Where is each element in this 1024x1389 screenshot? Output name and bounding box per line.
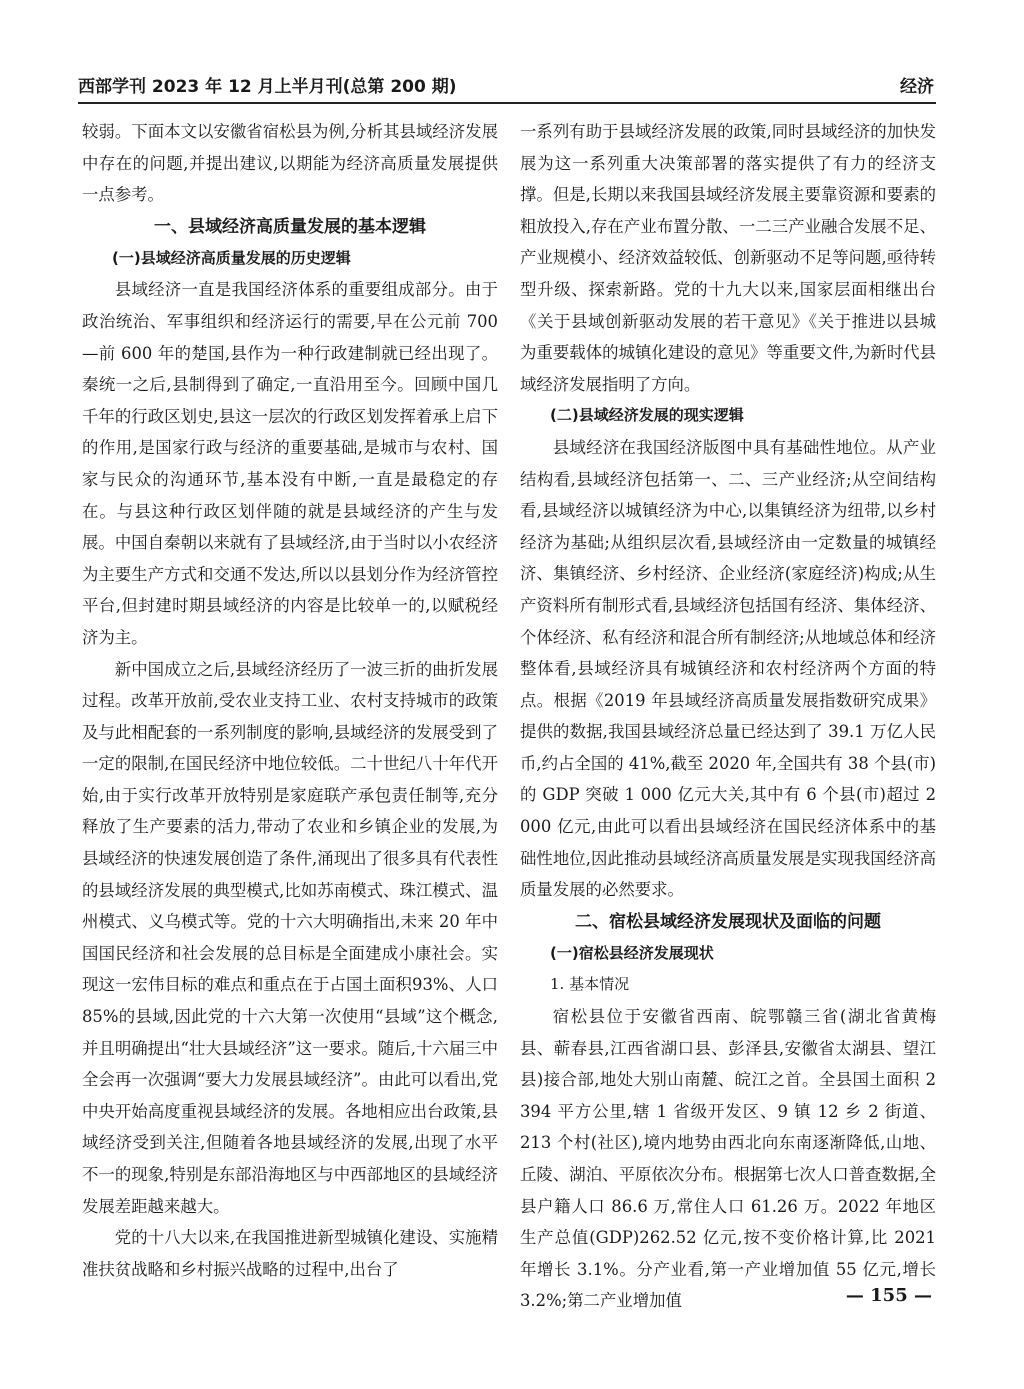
right-column (520, 116, 936, 1317)
right-paragraph-2: 宿松县位于安徽省西南、皖鄂赣三省(湖北省黄梅县、蕲春县,江西省湖口县、彭泽县,安徽省太湖县、望江县)接合部,地处大别山南麓、皖江之首。全县国土面积 2 394 平方公里,辖 1 省级开发区、9 镇 12 乡 2 街道、213 个村(社区),境内地势由西北向东南逐渐降低,山地、丘陵、湖泊、平原依次分布。根据第七次人口普查数据,全县户籍人口 86.6 万,常住人口 61.26 万。2022 年地区生产总值(GDP)262.52 亿元,按不变价格计算,比 2021 年增长 3.1%。分产业看,第一产业增加值 55 亿元,增长 3.2%;第二产业增加值 (520, 1007, 936, 1311)
section-heading-1: 一、县域经济高质量发展的基本逻辑 (154, 216, 426, 237)
subsection-heading-2-1: (一)宿松县经济发展现状 (550, 943, 714, 962)
subsection-heading-1-1: (一)县域经济高质量发展的历史逻辑 (112, 248, 351, 267)
left-paragraph-0: 较弱。下面本文以安徽省宿松县为例,分析其县域经济发展中存在的问题,并提出建议,以期能为经济高质量发展提供一点参考。 (82, 122, 498, 205)
journal-title: 西部学刊 2023 年 12 月上半月刊(总第 200 期) (78, 77, 457, 97)
right-paragraph-0: 一系列有助于县域经济发展的政策,同时县域经济的加快发展为这一系列重大决策部署的落实提供了有力的经济支撑。但是,长期以来我国县域经济发展主要靠资源和要素的粗放投入,存在产业布置分散、一二三产业融合发展不足、产业规模小、经济效益较低、创新驱动不足等问题,亟待转型升级、探索新路。党的十九大以来,国家层面相继出台《关于县域创新驱动发展的若干意见》《关于推进以县城为重要载体的城镇化建设的意见》等重要文件,为新时代县域经济发展指明了方向。 (520, 122, 936, 394)
subsection-heading-1-2: (二)县域经济发展的现实逻辑 (550, 406, 744, 425)
numbered-heading-basic-info: 1. 基本情况 (550, 975, 630, 994)
running-header (78, 70, 936, 104)
left-paragraph-1: 县域经济一直是我国经济体系的重要组成部分。由于政治统治、军事组织和经济运行的需要,早在公元前 700—前 600 年的楚国,县作为一种行政建制就已经出现了。秦统一之后,县制得到了确定,一直沿用至今。回顾中国几千年的行政区划史,县这一层次的行政区划发挥着承上启下的作用,是国家行政与经济的重要基础,是城市与农村、国家与民众的沟通环节,基本没有中断,一直是最稳定的存在。与县这种行政区划伴随的就是县域经济的产生与发展。中国自秦朝以来就有了县域经济,由于当时以小农经济为主要生产方式和交通不发达,所以以县划分作为经济管控平台,但封建时期县域经济的内容是比较单一的,以赋税经济为主。 (82, 280, 498, 647)
section-heading-2: 二、宿松县域经济发展现状及面临的问题 (575, 911, 881, 932)
page-number: — 155 — (845, 1285, 932, 1306)
left-column (82, 116, 498, 1285)
right-paragraph-1: 县域经济在我国经济版图中具有基础性地位。从产业结构看,县域经济包括第一、二、三产业经济;从空间结构看,县域经济以城镇经济为中心,以集镇经济为纽带,以乡村经济为基础;从组织层次看,县域经济由一定数量的城镇经济、集镇经济、乡村经济、企业经济(家庭经济)构成;从生产资料所有制形式看,县域经济包括国有经济、集体经济、个体经济、私有经济和混合所有制经济;从地域总体和经济整体看,县域经济具有城镇经济和农村经济两个方面的特点。根据《2019 年县域经济高质量发展指数研究成果》提供的数据,我国县域经济总量已经达到了 39.1 万亿人民币,约占全国的 41%,截至 2020 年,全国共有 38 个县(市)的 GDP 突破 1 000 亿元大关,其中有 6 个县(市)超过 2 000 亿元,由此可以看出县域经济在国民经济体系中的基础性地位,因此推动县域经济高质量发展是实现我国经济高质量发展的必然要求。 (520, 437, 936, 900)
section-label: 经济 (900, 77, 934, 97)
left-paragraph-2: 新中国成立之后,县域经济经历了一波三折的曲折发展过程。改革开放前,受农业支持工业、农村支持城市的政策及与此相配套的一系列制度的影响,县域经济的发展受到了一定的限制,在国民经济中地位较低。二十世纪八十年代开始,由于实行改革开放特别是家庭联产承包责任制等,充分释放了生产要素的活力,带动了农业和乡镇企业的发展,为县域经济的快速发展创造了条件,涌现出了很多具有代表性的县域经济发展的典型模式,比如苏南模式、珠江模式、温州模式、义乌模式等。党的十六大明确指出,未来 20 年中国国民经济和社会发展的总目标是全面建成小康社会。实现这一宏伟目标的难点和重点在于占国土面积93%、人口 85%的县域,因此党的十六大第一次使用“县域”这个概念,并且明确提出“壮大县域经济”这一要求。随后,十六届三中全会再一次强调“要大力发展县域经济”。由此可以看出,党中央开始高度重视县域经济的发展。各地相应出台政策,县域经济受到关注,但随着各地县域经济的发展,出现了水平不一的现象,特别是东部沿海地区与中西部地区的县域经济发展差距越来越大。 (82, 659, 498, 1216)
left-paragraph-3: 党的十八大以来,在我国推进新型城镇化建设、实施精准扶贫战略和乡村振兴战略的过程中,出台了 (82, 1228, 498, 1279)
